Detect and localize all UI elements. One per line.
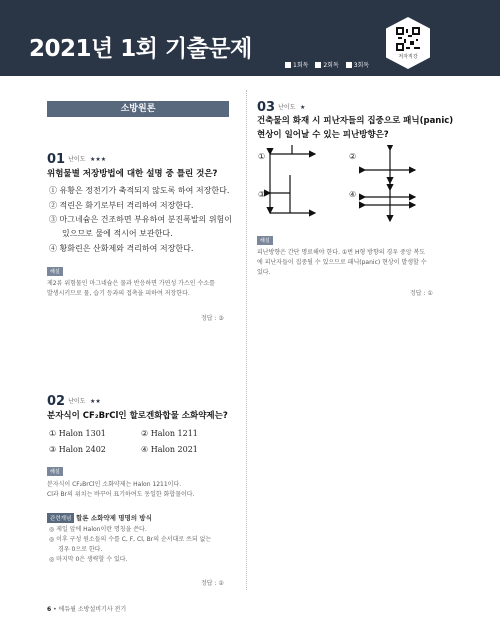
page-number: 6: [47, 606, 52, 613]
explanation-tag: 해설: [257, 236, 273, 245]
check-1[interactable]: 1회독: [285, 62, 308, 69]
check-3[interactable]: 3회독: [346, 62, 369, 69]
figure-label[interactable]: ②: [349, 152, 357, 161]
question-text: 건축물의 화재 시 피난자들의 집중으로 패닉(panic) 현상이 일어날 수 있는 피난방향은?: [257, 116, 454, 140]
qr-label: 저자직강: [398, 54, 418, 60]
answer: 정답 : ②: [201, 580, 224, 587]
column-divider: [246, 90, 247, 590]
checkbox-icon: [315, 62, 321, 68]
question-number: 03 난이도 ★: [257, 100, 306, 115]
evacuation-diagrams: [250, 145, 450, 225]
option[interactable]: ④ 황화린은 산화제와 격리하여 저장한다.: [49, 244, 194, 253]
question-text: 분자식이 CF₂BrCl인 할로겐화합물 소화약제는?: [47, 411, 228, 421]
option[interactable]: ② Halon 1211: [141, 429, 198, 438]
related-concept-list: ◎ 제일 앞에 Halon이란 명칭을 쓴다. ◎ 이후 구성 원소들의 수를 C, F, Cl, Br의 순서대로 쓰되 없는 경우 0으로 한다. ◎ 마지막 0은 생략할 수 있다.: [49, 526, 212, 563]
explanation-tag: 해설: [47, 467, 63, 476]
answer: 정답 : ③: [201, 315, 224, 322]
option[interactable]: ③ 마그네슘은 건조하면 부유하여 분진폭발의 위험이: [49, 215, 233, 224]
figure-label[interactable]: ④: [349, 190, 357, 199]
qr-badge[interactable]: [386, 17, 430, 69]
explanation: 분자식이 CF₂BrCl인 소화약제는 Halon 1211이다. Cl과 Br의 위치는 바꾸어 표기하여도 동일한 화합물이다.: [47, 481, 195, 498]
explanation: 피난방향은 간단 명료해야 한다. ①번 H형 방향의 경우 중앙 복도 에 피난자들이 집중될 수 있으므로 패닉(panic) 현상이 발생할 수 있다.: [257, 249, 427, 276]
question-number: 02 난이도 ★★: [47, 394, 101, 409]
checkbox-icon: [346, 62, 352, 68]
related-concept-title: 할론 소화약제 명명의 방식: [76, 514, 152, 522]
page-header: [0, 0, 500, 76]
page-title: 2021년 1회 기출문제: [29, 36, 252, 62]
page-footer: [47, 604, 126, 613]
option[interactable]: ④ Halon 2021: [141, 445, 198, 454]
question-number: 01 난이도 ★★★: [47, 152, 107, 167]
option[interactable]: ① Halon 1301: [49, 429, 106, 438]
option[interactable]: ② 적린은 화기로부터 격리하여 저장한다.: [49, 201, 194, 210]
check-2[interactable]: 2회독: [315, 62, 338, 69]
explanation-tag: 해설: [47, 267, 63, 276]
option[interactable]: ③ Halon 2402: [49, 445, 106, 454]
section-title: 소방원론: [47, 101, 229, 117]
checkbox-icon: [285, 62, 291, 68]
qr-code-icon: [396, 27, 420, 51]
study-checkboxes: [285, 60, 374, 69]
question-text: 위험물별 저장방법에 대한 설명 중 틀린 것은?: [47, 169, 218, 179]
answer: 정답 : ①: [410, 290, 433, 297]
footer-book-title: • 에듀윌 소방설비기사 전기: [53, 606, 127, 613]
option-continued: 있으므로 물에 적시어 보관한다.: [62, 229, 173, 238]
figure-label[interactable]: ①: [258, 152, 266, 161]
option[interactable]: ① 유황은 정전기가 축적되지 않도록 하여 저장한다.: [49, 186, 230, 195]
diagram-4-double-cross: [365, 183, 415, 221]
explanation: 제2류 위험물인 마그네슘은 물과 반응하면 가연성 가스인 수소를 발생시키므로 물, 습기 등과의 접촉을 피하여 저장한다.: [47, 280, 215, 297]
diagram-3-bracket: [270, 175, 290, 213]
related-concept-tag: 관련개념: [47, 513, 74, 523]
diagram-1-h-type: [270, 145, 315, 213]
figure-label[interactable]: ③: [258, 190, 266, 199]
